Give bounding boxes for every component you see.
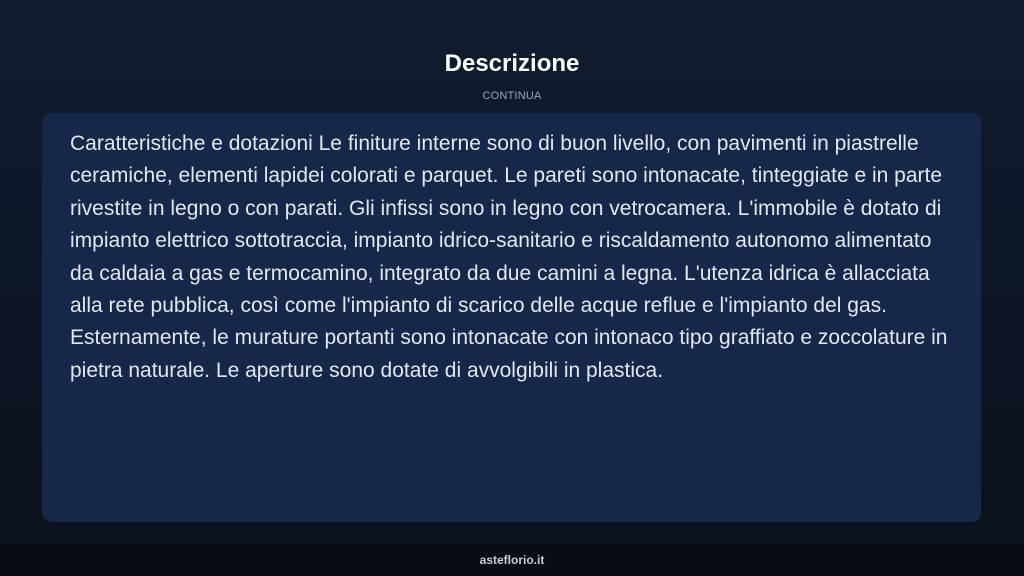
footer-bar xyxy=(0,544,1024,576)
description-card xyxy=(42,113,981,522)
page-title: Descrizione xyxy=(444,50,580,77)
continua-label: CONTINUA xyxy=(482,90,542,102)
description-text: Caratteristiche e dotazioni Le finiture interne sono di buon livello, con pavimenti in piastrelle ceramiche, elementi lapidei colorati e parquet. Le pareti sono intonacate, tinteggiate e in parte rivestite in legno o con parati. Gli infissi sono in legno con vetrocamera. L'immobile è dotato di impianto elettrico sottotraccia, impianto idrico-sanitario e riscaldamento autonomo alimentato da caldaia a gas e termocamino, integrato da due camini a legna. L'utenza idrica è allacciata alla rete pubblica, così come l'impianto di scarico delle acque reflue e l'impianto del gas. Esternamente, le murature portanti sono intonacate con intonaco tipo graffiato e zoccolature in pietra naturale. Le aperture sono dotate di avvolgibili in plastica. xyxy=(70,132,948,382)
footer-site-label: asteflorio.it xyxy=(479,553,545,567)
